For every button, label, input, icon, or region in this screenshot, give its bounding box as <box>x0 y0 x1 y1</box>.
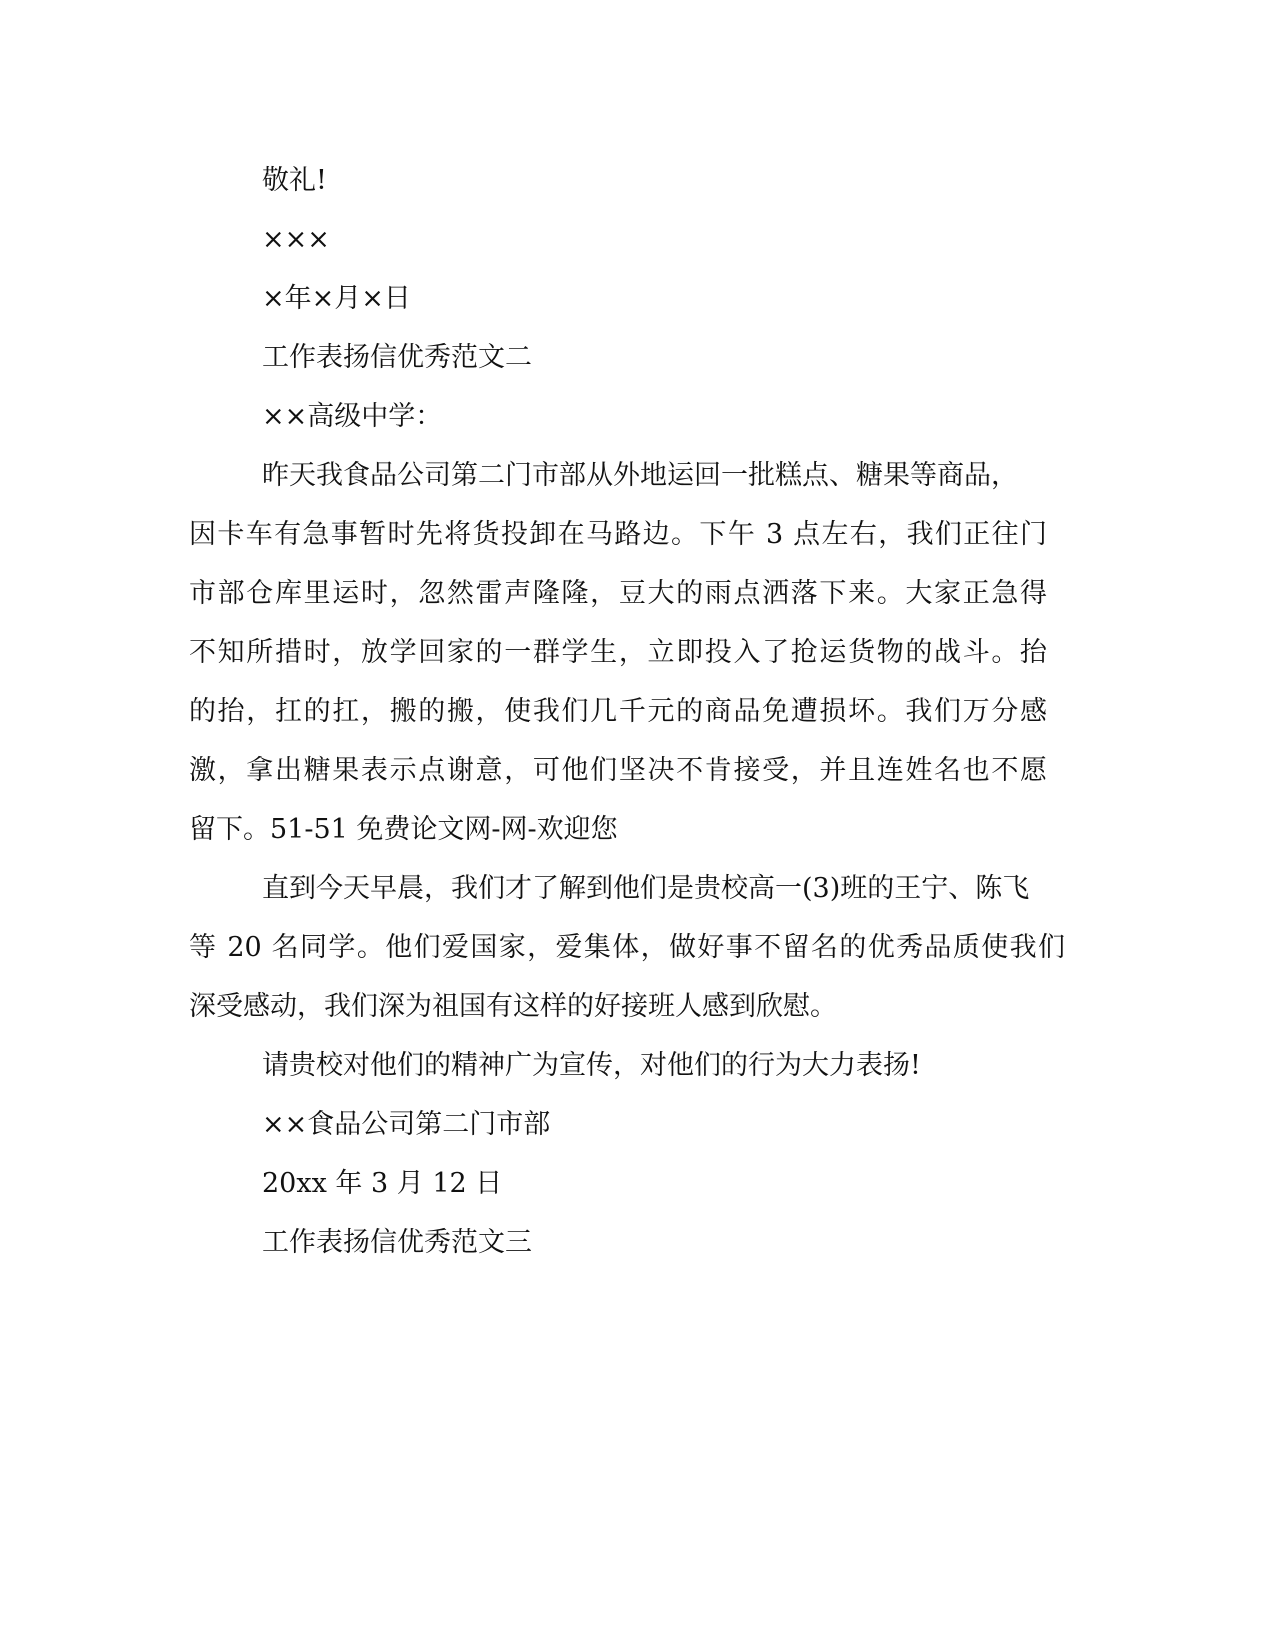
section-heading-3: 工作表扬信优秀范文三 <box>262 1227 532 1258</box>
paragraph-line: 直到今天早晨，我们才了解到他们是贵校高一(3)班的王宁、陈飞 <box>262 873 1030 904</box>
paragraph-line: 留下。51-51 免费论文网-网-欢迎您 <box>189 814 618 845</box>
signer-name: ××× <box>262 224 330 255</box>
paragraph-line: 等 20 名同学。他们爱国家，爱集体，做好事不留名的优秀品质使我们 <box>189 932 1065 963</box>
paragraph-line: 深受感动，我们深为祖国有这样的好接班人感到欣慰。 <box>189 991 837 1022</box>
sender-name: ××食品公司第二门市部 <box>262 1109 551 1140</box>
paragraph-line: 的抬，扛的扛，搬的搬，使我们几千元的商品免遭损坏。我们万分感 <box>189 696 1047 727</box>
paragraph-line: 激，拿出糖果表示点谢意，可他们坚决不肯接受，并且连姓名也不愿 <box>189 755 1047 786</box>
paragraph-line: 昨天我食品公司第二门市部从外地运回一批糕点、糖果等商品， <box>262 460 1018 491</box>
paragraph-line: 市部仓库里运时，忽然雷声隆隆，豆大的雨点洒落下来。大家正急得 <box>189 578 1047 609</box>
body-paragraph-3: 请贵校对他们的精神广为宣传，对他们的行为大力表扬! <box>262 1050 921 1081</box>
closing-text: 敬礼! <box>262 165 327 196</box>
paragraph-line: 因卡车有急事暂时先将货投卸在马路边。下午 3 点左右，我们正往门 <box>189 519 1047 550</box>
letter-date: ×年×月×日 <box>262 283 411 314</box>
sender-date: 20xx 年 3 月 12 日 <box>262 1168 503 1199</box>
paragraph-line: 不知所措时，放学回家的一群学生，立即投入了抢运货物的战斗。抬 <box>189 637 1047 668</box>
section-heading-2: 工作表扬信优秀范文二 <box>262 342 532 373</box>
salutation: ××高级中学： <box>262 401 443 432</box>
